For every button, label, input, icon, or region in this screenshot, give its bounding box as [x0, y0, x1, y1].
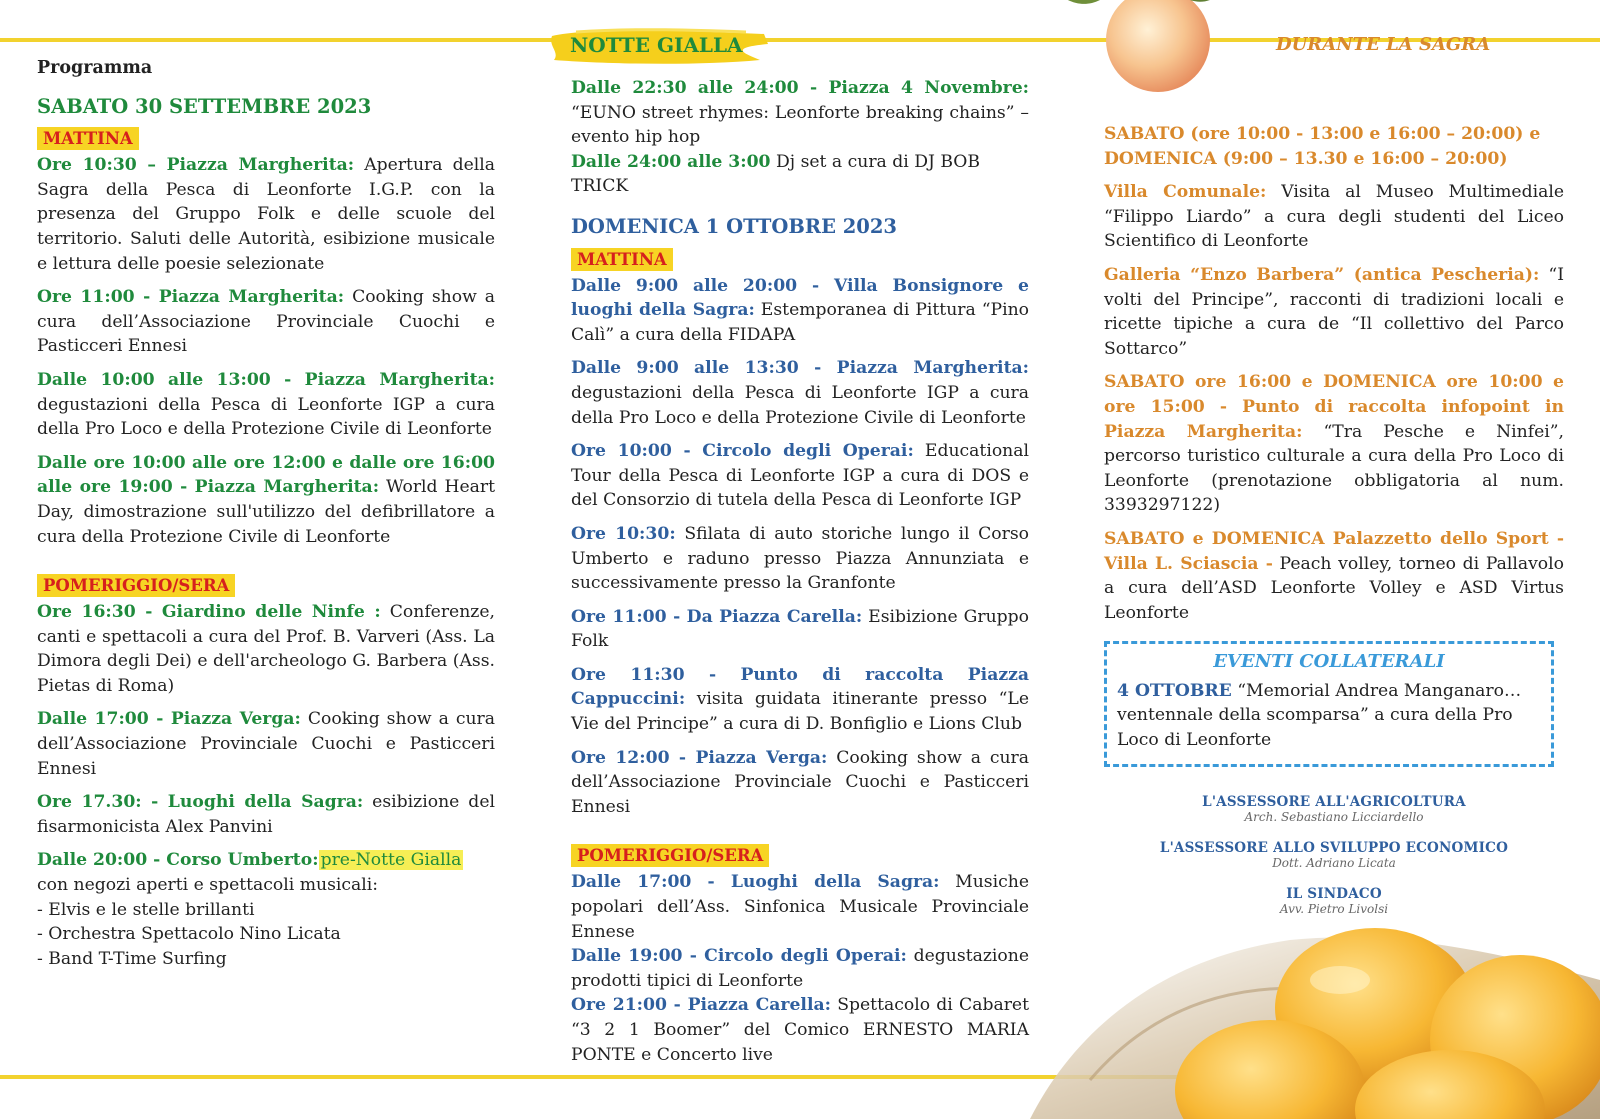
event-entry: [37, 285, 495, 359]
event-entry: [571, 944, 1029, 993]
sunday-date-heading: DOMENICA 1 OTTOBRE 2023: [571, 214, 897, 238]
signature-role: IL SINDACO: [1286, 886, 1382, 902]
event-text: Educational Tour della Pesca di Leonforte IGP a cura di DOS e del Consorzio di tutela della Pesca di Leonforte IGP: [571, 441, 1029, 511]
list-item: - Band T-Time Surfing: [37, 948, 227, 969]
event-entry: [1104, 370, 1564, 518]
event-text: Visita al Museo Multimediale “Filippo Liardo” a cura degli studenti del Liceo Scientifico di Leonforte: [1104, 182, 1565, 252]
pre-notte-gialla-entry: [37, 848, 495, 971]
event-entry: [1104, 263, 1564, 361]
event-lead: Ore 11:30 - Punto di raccolta Piazza Cappuccini:: [571, 664, 1029, 710]
event-text: Peach volley, torneo di Pallavolo a cura dell’ASD Leonforte Volley e ASD Virtus Leonforte: [1104, 553, 1565, 623]
event-text: Musiche popolari dell’Ass. Sinfonica Musicale Provinciale Ennese: [571, 872, 1029, 942]
event-lead: Dalle 10:00 alle 13:00 - Piazza Margherita:: [37, 369, 495, 390]
event-entry: [571, 439, 1029, 513]
event-entry: [37, 451, 495, 549]
event-lead: Ore 11:00 - Piazza Margherita:: [37, 287, 345, 308]
event-lead: Ore 17.30: - Luoghi della Sagra:: [37, 792, 364, 813]
event-text: “Memorial Andrea Manganaro… ventennale della scomparsa” a cura della Pro Loco di Leonforte: [1117, 680, 1522, 750]
peach-illustration: [1040, 0, 1240, 100]
column-sunday: [571, 76, 1029, 1076]
event-text: Estemporanea di Pittura “Pino Calì” a cura della FIDAPA: [571, 300, 1029, 345]
event-entry: [37, 153, 495, 276]
opening-hours: SABATO (ore 10:00 - 13:00 e 16:00 – 20:00) e DOMENICA (9:00 – 13.30 e 16:00 – 20:00): [1104, 124, 1541, 169]
signature-role: L'ASSESSORE ALLO SVILUPPO ECONOMICO: [1159, 840, 1509, 856]
notte-gialla-title: NOTTE GIALLA: [570, 33, 743, 57]
event-lead: SABATO ore 16:00 e DOMENICA ore 10:00 e ore 15:00 - Punto di raccolta infopoint in Piazza Margherita:: [1104, 372, 1564, 442]
event-entry: [571, 356, 1029, 430]
mattina-tag: MATTINA: [37, 127, 139, 150]
event-lead: Villa Comunale:: [1104, 182, 1267, 203]
event-entry: [571, 76, 1029, 150]
event-lead: Ore 10:30 – Piazza Margherita:: [37, 155, 355, 176]
event-lead: Dalle 20:00 - Corso Umberto:: [37, 850, 319, 871]
pre-notte-gialla-highlight: pre-Notte Gialla: [320, 850, 462, 871]
event-text: “EUNO street rhymes: Leonforte breaking chains” – evento hip hop: [571, 102, 1029, 148]
saturday-afternoon-list: [37, 600, 495, 971]
event-entry: [571, 993, 1029, 1067]
event-lead: Ore 12:00 - Piazza Verga:: [571, 747, 828, 768]
event-entry: [1104, 180, 1564, 254]
event-text: Spettacolo di Cabaret “3 2 1 Boomer” del Comico ERNESTO MARIA PONTE e Concerto live: [571, 995, 1029, 1065]
list-item: - Orchestra Spettacolo Nino Licata: [37, 924, 341, 945]
event-lead: Galleria “Enzo Barbera” (antica Pescheria):: [1104, 264, 1540, 285]
notte-gialla-list: [571, 76, 1029, 199]
event-text: Dj set a cura di DJ BOB TRICK: [571, 151, 981, 197]
event-text: degustazioni della Pesca di Leonforte IGP a cura della Pro Loco e della Protezione Civile di Leonforte: [37, 394, 495, 440]
column-saturday: [37, 56, 495, 971]
event-entry: [571, 274, 1029, 348]
event-lead: SABATO e DOMENICA Palazzetto dello Sport - Villa L. Sciascia -: [1104, 528, 1564, 574]
event-lead: Dalle 24:00 alle 3:00: [571, 151, 771, 172]
signatures: [1104, 794, 1564, 932]
signature-name: Dott. Adriano Licata: [1272, 856, 1396, 870]
eventi-collaterali-box: [1104, 641, 1554, 767]
event-text: Esibizione Gruppo Folk: [571, 606, 1029, 652]
event-entry: [37, 707, 495, 781]
event-lead: Dalle 17:00 - Piazza Verga:: [37, 709, 301, 730]
event-lead: Dalle 17:00 - Luoghi della Sagra:: [571, 872, 940, 893]
event-lead: Dalle 22:30 alle 24:00 - Piazza 4 Novembre:: [571, 78, 1029, 98]
event-entry: [571, 150, 1029, 199]
pomeriggio-tag: POMERIGGIO/SERA: [571, 844, 769, 867]
event-entry: [571, 605, 1029, 654]
event-text: “Tra Pesche e Ninfei”, percorso turistico culturale a cura della Pro Loco di Leonforte (prenotazione obbligatoria al num. 3393297122): [1104, 421, 1564, 516]
event-text: Sfilata di auto storiche lungo il Corso Umberto e raduno presso Piazza Annunziata e successivamente presso la Granfonte: [571, 523, 1029, 594]
event-text: con negozi aperti e spettacoli musicali:: [37, 875, 379, 896]
event-text: Cooking show a cura dell’Associazione Provinciale Cuochi e Pasticceri Ennesi: [37, 709, 495, 779]
event-text: visita guidata itinerante presso “Le Vie del Principe” a cura di D. Bonfiglio e Lions Club: [571, 689, 1029, 735]
event-text: “I volti del Principe”, racconti di tradizioni locali e ricette tipiche a cura de “Il collettivo del Parco Sottarco”: [1104, 264, 1564, 359]
mattina-tag: MATTINA: [571, 248, 673, 271]
event-entry: [571, 870, 1029, 944]
event-text: World Heart Day, dimostrazione sull'utilizzo del defibrillatore a cura della Protezione Civile di Leonforte: [37, 477, 495, 547]
event-text: degustazioni della Pesca di Leonforte IGP a cura della Pro Loco e della Protezione Civile di Leonforte: [571, 382, 1029, 428]
durante-la-sagra-heading: DURANTE LA SAGRA: [1276, 34, 1491, 55]
event-entry: [1104, 527, 1564, 625]
list-item: - Elvis e le stelle brillanti: [37, 899, 255, 920]
event-entry: [571, 522, 1029, 596]
event-entry: [37, 790, 495, 839]
event-lead: Dalle 9:00 alle 13:30 - Piazza Margherita:: [571, 358, 1029, 379]
column-during-festival: [1104, 122, 1564, 634]
signature-role: L'ASSESSORE ALL'AGRICOLTURA: [1202, 794, 1466, 810]
event-lead: Ore 10:00 - Circolo degli Operai:: [571, 441, 914, 462]
event-text: Cooking show a cura dell’Associazione Provinciale Cuochi e Pasticceri Ennesi: [571, 747, 1029, 817]
event-entry: [571, 663, 1029, 737]
event-date: 4 OTTOBRE: [1117, 680, 1232, 701]
notte-gialla-banner: [546, 26, 771, 66]
event-lead: Dalle 19:00 - Circolo degli Operai:: [571, 946, 907, 967]
event-entry: [37, 368, 495, 442]
event-lead: Dalle 9:00 alle 20:00 - Villa Bonsignore e luoghi della Sagra:: [571, 275, 1029, 321]
event-lead: Ore 10:30:: [571, 523, 676, 544]
signature-name: Arch. Sebastiano Licciardello: [1244, 810, 1424, 824]
event-lead: Ore 16:30 - Giardino delle Ninfe :: [37, 602, 381, 623]
saturday-date-heading: SABATO 30 SETTEMBRE 2023: [37, 94, 372, 118]
event-entry: [571, 746, 1029, 820]
saturday-morning-list: [37, 153, 495, 549]
event-text: Cooking show a cura dell’Associazione Provinciale Cuochi e Pasticceri Ennesi: [37, 287, 495, 357]
event-lead: Dalle ore 10:00 alle ore 12:00 e dalle ore 16:00 alle ore 19:00 - Piazza Margherita:: [37, 452, 495, 498]
event-text: esibizione del fisarmonicista Alex Panvini: [37, 792, 495, 837]
event-lead: Ore 11:00 - Da Piazza Carella:: [571, 606, 863, 627]
signature-name: Avv. Pietro Livolsi: [1279, 902, 1389, 916]
sunday-afternoon-list: [571, 870, 1029, 1067]
eventi-collaterali-title: EVENTI COLLATERALI: [1213, 651, 1445, 672]
event-text: degustazione prodotti tipici di Leonforte: [571, 946, 1029, 991]
event-text: Apertura della Sagra della Pesca di Leonforte I.G.P. con la presenza del Gruppo Folk e delle scuole del territorio. Saluti delle Autorità, esibizione musicale e lettura delle poesie selezionate: [37, 155, 495, 274]
event-text: Conferenze, canti e spettacoli a cura del Prof. B. Varveri (Ass. La Dimora degli Dei) e dell'archeologo G. Barbera (Ass. Pietas di Roma): [37, 602, 495, 696]
programma-heading: Programma: [37, 58, 153, 78]
peaches-basket-illustration: [1030, 920, 1600, 1119]
eventi-collaterali-text: [1117, 679, 1541, 753]
event-entry: [37, 600, 495, 698]
event-lead: Ore 21:00 - Piazza Carella:: [571, 995, 831, 1016]
sunday-morning-list: [571, 274, 1029, 820]
pomeriggio-tag: POMERIGGIO/SERA: [37, 574, 235, 597]
